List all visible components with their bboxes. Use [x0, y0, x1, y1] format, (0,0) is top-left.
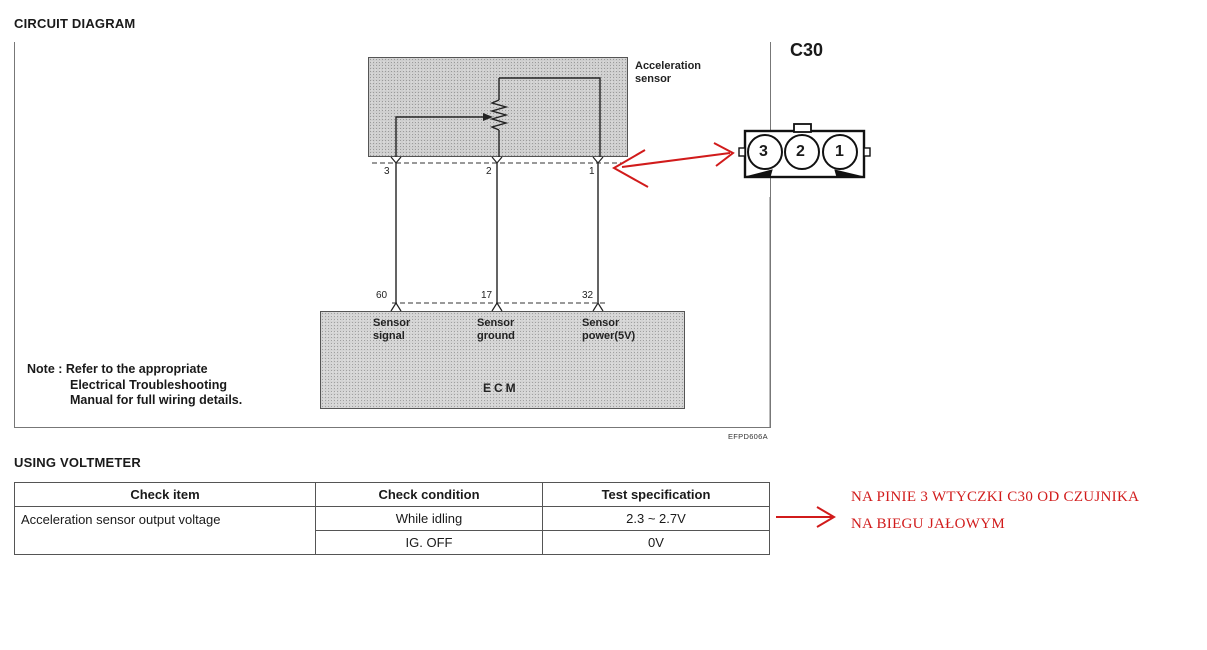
sensor-pin-3: 3 — [384, 166, 390, 177]
table-row — [15, 507, 770, 531]
header-check-condition: Check condition — [316, 483, 543, 507]
ecm-pin-32: 32 — [582, 290, 594, 301]
sensor-label-line2: sensor — [635, 73, 672, 85]
sensor-pin-1: 1 — [589, 166, 595, 177]
annotation-line2: NA BIEGU JAŁOWYM — [851, 516, 1005, 532]
ecm-pin-17: 17 — [481, 290, 493, 301]
wiring-note: Note : Refer to the appropriate Electrical Troubleshooting Manual for full wiring details. — [27, 362, 243, 407]
spec-cell: 0V — [543, 531, 770, 555]
wiper-arrow-icon — [483, 113, 493, 121]
sensor-pin-2: 2 — [486, 166, 492, 177]
ecm-label: ECM — [483, 381, 519, 395]
polish-annotation — [851, 484, 1139, 538]
ecm-pin-markers — [391, 303, 603, 311]
connector-title: C30 — [790, 40, 824, 60]
ecm-terminal-power: Sensor power(5V) — [582, 317, 636, 342]
voltmeter-spec-table — [14, 482, 770, 555]
annotation-line1: NA PINIE 3 WTYCZKI C30 OD CZUJNIKA — [851, 489, 1140, 505]
potentiometer-symbol — [396, 78, 600, 157]
connector-pin-1: 1 — [835, 143, 844, 160]
sensor-label-line1: Acceleration — [635, 60, 702, 72]
table-header-row — [15, 483, 770, 507]
connector-pin-2: 2 — [796, 143, 805, 160]
condition-cell: IG. OFF — [316, 531, 543, 555]
spec-cell: 2.3 ~ 2.7V — [543, 507, 770, 531]
red-double-arrow-icon — [614, 143, 733, 187]
harness-wires — [396, 163, 598, 303]
condition-cell: While idling — [316, 507, 543, 531]
figure-code: EFPD606A — [728, 432, 768, 441]
circuit-diagram-title: CIRCUIT DIAGRAM — [14, 16, 136, 31]
ecm-terminal-ground: Sensor ground — [477, 317, 515, 342]
header-test-specification: Test specification — [543, 483, 770, 507]
check-item-cell: Acceleration sensor output voltage — [15, 507, 316, 555]
red-table-arrow-icon — [776, 507, 834, 527]
ecm-pin-60: 60 — [376, 290, 388, 301]
voltmeter-section-title: USING VOLTMETER — [14, 455, 141, 470]
ecm-terminal-signal: Sensor signal — [373, 317, 411, 342]
sensor-pin-markers — [391, 157, 603, 163]
connector-pin-3: 3 — [759, 143, 768, 160]
header-check-item: Check item — [15, 483, 316, 507]
